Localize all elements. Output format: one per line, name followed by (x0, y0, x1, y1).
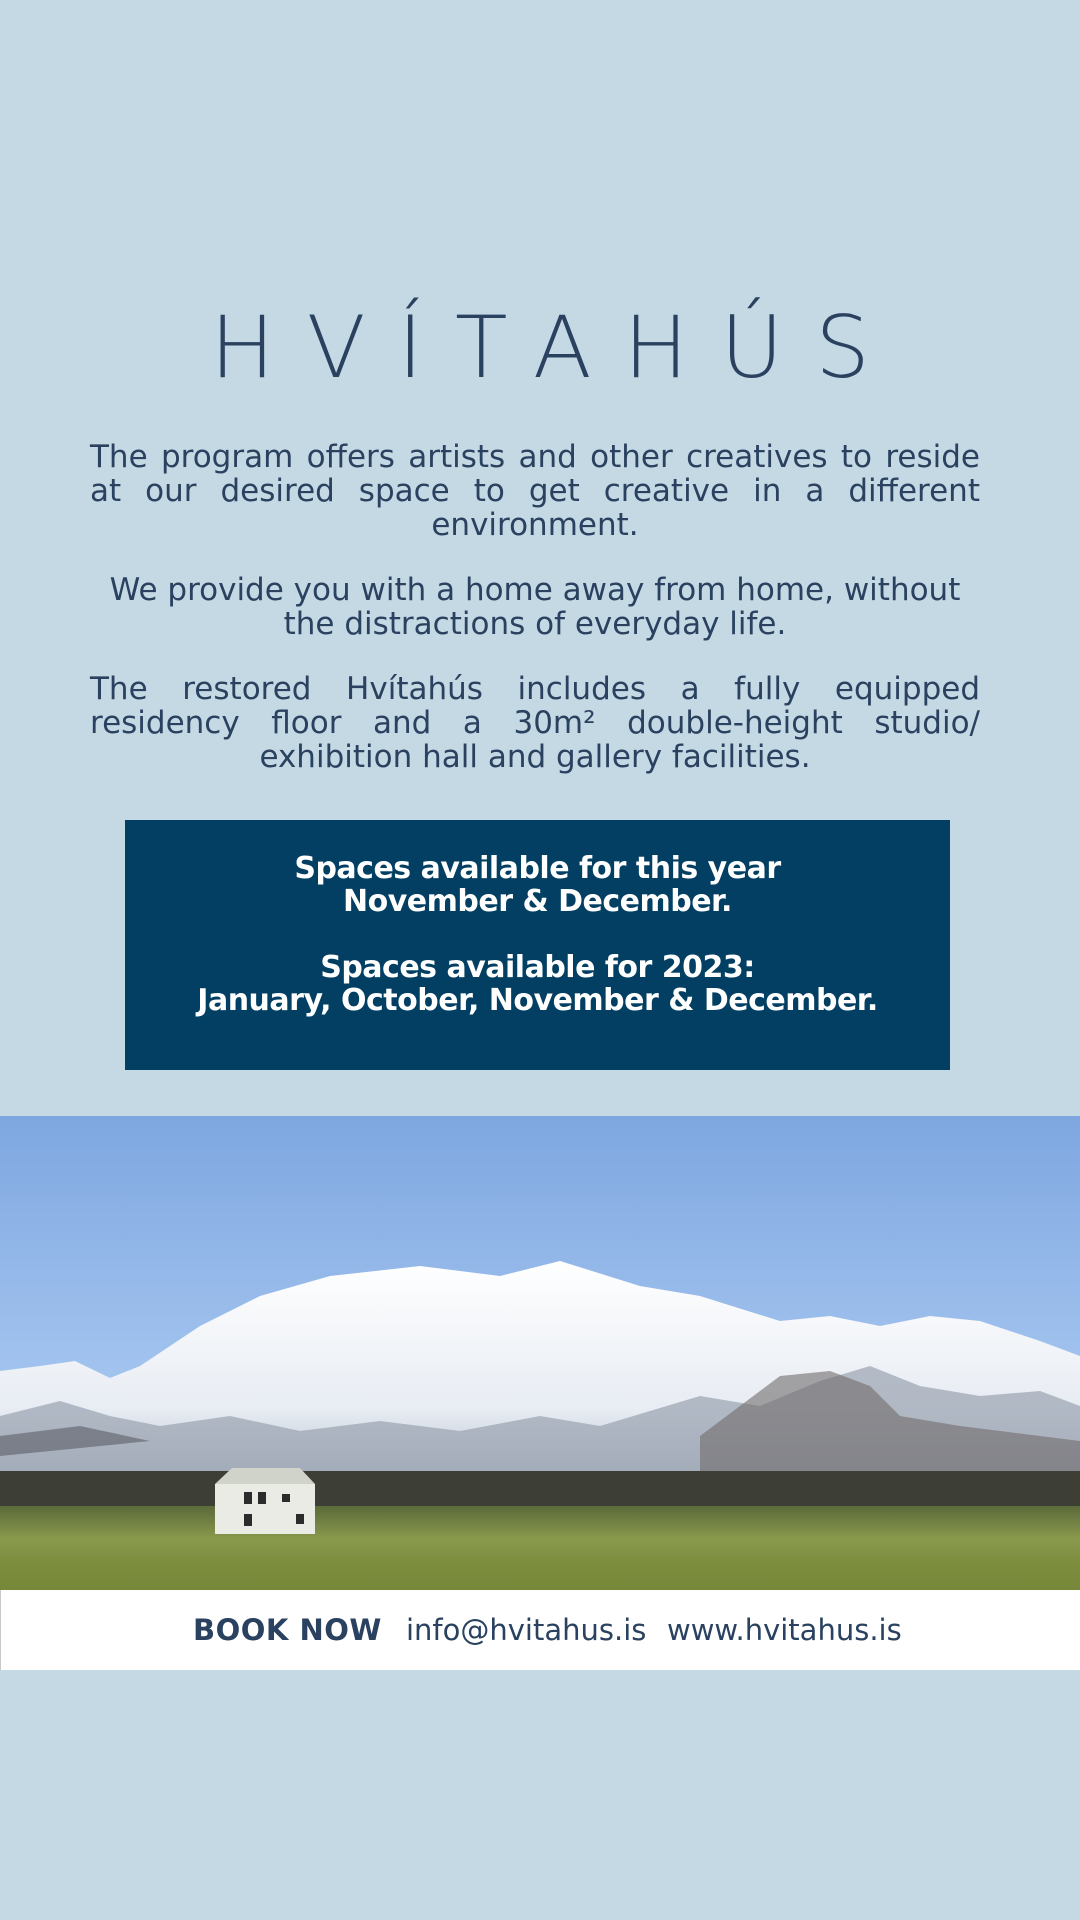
house (215, 1468, 315, 1534)
intro-paragraph-program: The program offers artists and other creatives to reside at our desired space to get creative in a different environment. (90, 439, 980, 543)
availability-next-year (125, 951, 950, 1017)
email-link[interactable]: info@hvitahus.is (406, 1613, 647, 1647)
availability-next-year-heading: Spaces available for 2023: (320, 950, 755, 985)
intro-paragraph-facilities: The restored Hvítahús includes a fully equipped residency floor and a 30m² double-height studio/ exhibition hall and gallery facilities. (90, 671, 980, 775)
availability-this-year (125, 852, 950, 918)
intro-text (90, 440, 980, 805)
page-title: HVÍTAHÚS (210, 298, 902, 398)
availability-next-year-months: January, October, November & December. (197, 983, 878, 1018)
book-now-button[interactable]: BOOK NOW (193, 1613, 382, 1647)
landscape-photo (0, 1116, 1080, 1590)
footer-contact-bar (0, 1590, 1080, 1670)
availability-box (125, 820, 950, 1070)
intro-paragraph-home: We provide you with a home away from home, without the distractions of everyday life. (109, 572, 961, 642)
availability-this-year-heading: Spaces available for this year (294, 851, 781, 886)
availability-this-year-months: November & December. (343, 884, 732, 919)
website-link[interactable]: www.hvitahus.is (667, 1613, 902, 1647)
